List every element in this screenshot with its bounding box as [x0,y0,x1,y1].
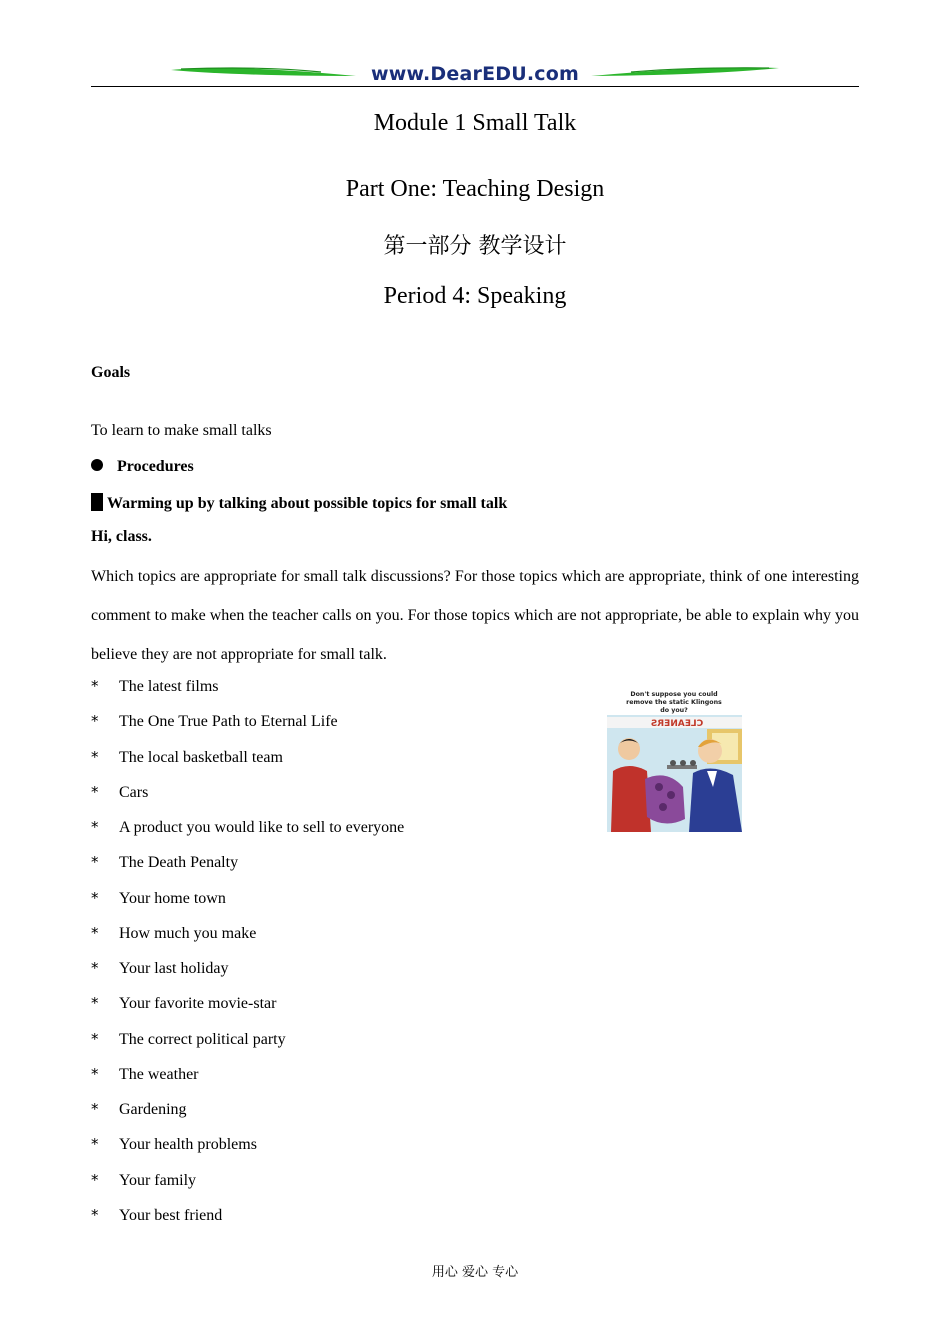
topic-text: Your favorite movie-star [119,995,277,1013]
period-title: Period 4: Speaking [383,283,567,309]
greeting: Hi, class. [91,528,152,545]
topic-item [91,887,404,922]
procedures-heading [91,458,194,476]
warming-up-label: Warming up by talking about possible topics for small talk [107,495,508,512]
cartoon-sign: CLEANERS [650,719,704,729]
topic-item [91,1028,404,1063]
topic-text: Cars [119,783,149,801]
asterisk-icon: * [91,712,99,731]
cartoon-illustration [607,689,742,832]
topic-text: The local basketball team [119,748,283,766]
header-site-prefix: www.Dear [370,63,483,85]
header-site-name [91,63,859,85]
topic-item [91,1133,404,1168]
asterisk-icon: * [91,1135,99,1154]
topic-item [91,816,404,851]
instructions-paragraph: Which topics are appropriate for small talk discussions? For those topics which are appropriate, think of one interesting comment to make when the teacher calls on you. For those topics which are not appropriate, be able to explain why you believe they are not appropriate for small talk. [91,568,859,663]
asterisk-icon: * [91,923,99,942]
header-site-suffix: EDU.com [482,63,580,85]
topic-text: The weather [119,1065,199,1083]
topic-item [91,1063,404,1098]
topic-item [91,746,404,781]
part-title-chinese: 第一部分 教学设计 [383,234,567,259]
procedures-label: Procedures [117,458,194,475]
topic-text: Your best friend [119,1206,223,1224]
topic-item [91,851,404,886]
topic-text: Your last holiday [119,960,229,978]
topic-text: Your home town [119,889,226,907]
asterisk-icon: * [91,782,99,801]
topic-item [91,992,404,1027]
topic-text: The One True Path to Eternal Life [119,713,338,731]
page-header [91,62,859,88]
asterisk-icon: * [91,747,99,766]
page-footer: 用心 爱心 专心 [431,1265,519,1280]
asterisk-icon: * [91,1064,99,1083]
topic-text: Gardening [119,1101,187,1119]
topic-item [91,781,404,816]
asterisk-icon: * [91,1205,99,1224]
topic-text: Your health problems [119,1136,257,1154]
asterisk-icon: * [91,1029,99,1048]
bullet-icon [91,459,103,471]
module-title: Module 1 Small Talk [373,110,577,136]
goals-text: To learn to make small talks [91,422,272,439]
cartoon-caption-3: do you? [660,707,688,714]
topic-item [91,710,404,745]
topic-item [91,1169,404,1204]
header-rule [91,86,859,87]
asterisk-icon: * [91,677,99,695]
asterisk-icon: * [91,888,99,907]
cartoon-caption-2: remove the static Klingons [626,699,722,706]
topic-item [91,675,404,710]
block-marker-icon [91,493,103,511]
topic-item [91,1098,404,1133]
warming-up-heading [91,493,507,513]
topic-text: The correct political party [119,1030,286,1048]
asterisk-icon: * [91,1100,99,1119]
asterisk-icon: * [91,818,99,837]
cartoon-image [607,689,742,832]
topic-list [91,675,404,1239]
topic-text: Your family [119,1171,197,1189]
part-title: Part One: Teaching Design [345,176,605,202]
cartoon-caption-1: Don't suppose you could [630,691,718,698]
topic-text: The latest films [119,678,219,695]
topic-text: The Death Penalty [119,854,239,872]
topic-item [91,1204,404,1239]
asterisk-icon: * [91,853,99,872]
goals-heading: Goals [91,364,131,381]
topic-text: A product you would like to sell to everyone [119,819,405,837]
topic-item [91,957,404,992]
asterisk-icon: * [91,994,99,1013]
topic-text: How much you make [119,924,257,942]
asterisk-icon: * [91,959,99,978]
asterisk-icon: * [91,1170,99,1189]
topic-item [91,922,404,957]
